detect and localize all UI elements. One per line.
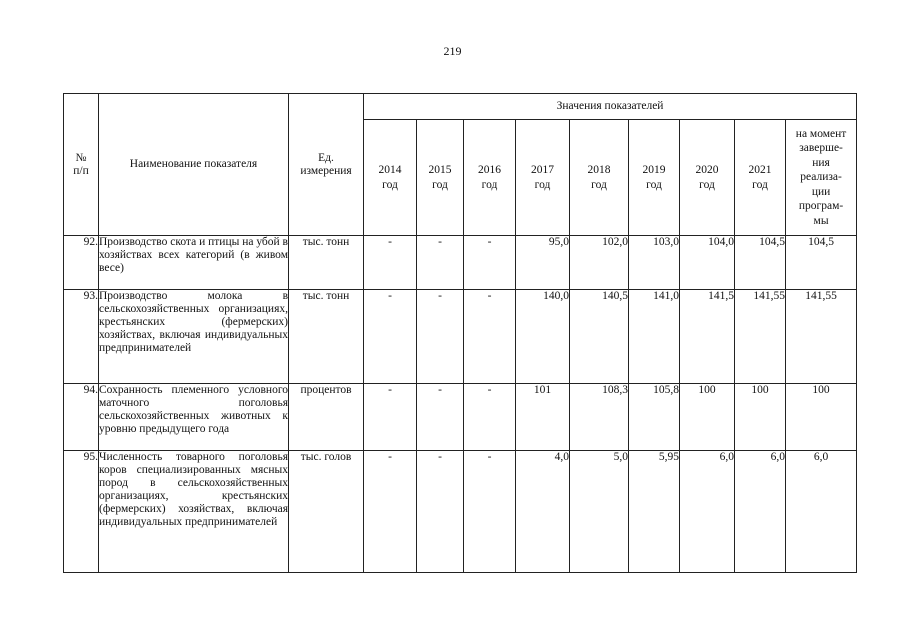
header-row-top bbox=[64, 94, 857, 120]
cell-2015: - bbox=[417, 384, 464, 451]
cell-2019: 103,0 bbox=[629, 236, 680, 290]
cell-2018: 140,5 bbox=[570, 290, 629, 384]
cell-final: 104,5 bbox=[786, 236, 857, 290]
row-num: 93. bbox=[64, 290, 99, 384]
row-unit: тыс. голов bbox=[289, 451, 364, 573]
cell-2014: - bbox=[364, 451, 417, 573]
cell-2020: 104,0 bbox=[680, 236, 735, 290]
cell-2020: 141,5 bbox=[680, 290, 735, 384]
cell-2018: 102,0 bbox=[570, 236, 629, 290]
row-unit: тыс. тонн bbox=[289, 290, 364, 384]
header-year-2017: 2017 год bbox=[516, 120, 570, 236]
table-row bbox=[64, 236, 857, 290]
cell-2018: 108,3 bbox=[570, 384, 629, 451]
cell-2016: - bbox=[464, 236, 516, 290]
cell-2021: 141,55 bbox=[735, 290, 786, 384]
header-values-group: Значения показателей bbox=[364, 94, 857, 120]
cell-2019: 5,95 bbox=[629, 451, 680, 573]
cell-2020: 100 bbox=[680, 384, 735, 451]
cell-2014: - bbox=[364, 290, 417, 384]
header-year-2016: 2016 год bbox=[464, 120, 516, 236]
cell-2018: 5,0 bbox=[570, 451, 629, 573]
row-name: Численность товарного поголовья коров специализированных мясных пород в сельскохозяйственных организациях, крестьянских (фермерских) хозяйствах, включая индивидуальных предпринимателей bbox=[99, 451, 289, 573]
row-name: Сохранность племенного условного маточного поголовья сельскохозяйственных животных к уровню предыдущего года bbox=[99, 384, 289, 451]
header-name: Наименование показателя bbox=[99, 94, 289, 236]
row-name: Производство скота и птицы на убой в хозяйствах всех категорий (в живом весе) bbox=[99, 236, 289, 290]
header-unit bbox=[289, 94, 364, 236]
cell-final: 100 bbox=[786, 384, 857, 451]
page-number: 219 bbox=[443, 44, 462, 58]
cell-2016: - bbox=[464, 290, 516, 384]
header-num bbox=[64, 94, 99, 236]
header-num-line2: п/п bbox=[73, 164, 89, 177]
header-final: на момент заверше- ния реализа- ции програм- мы bbox=[786, 120, 857, 236]
table-row bbox=[64, 290, 857, 384]
cell-2021: 6,0 bbox=[735, 451, 786, 573]
table-row bbox=[64, 384, 857, 451]
cell-2016: - bbox=[464, 384, 516, 451]
cell-2019: 105,8 bbox=[629, 384, 680, 451]
header-year-2019: 2019 год bbox=[629, 120, 680, 236]
cell-2020: 6,0 bbox=[680, 451, 735, 573]
cell-2021: 100 bbox=[735, 384, 786, 451]
cell-2019: 141,0 bbox=[629, 290, 680, 384]
row-name: Производство молока в сельскохозяйственных организациях, крестьянских (фермерских) хозяйствах, включая индивидуальных предпринимателей bbox=[99, 290, 289, 384]
header-year-2021: 2021 год bbox=[735, 120, 786, 236]
cell-2016: - bbox=[464, 451, 516, 573]
cell-2015: - bbox=[417, 236, 464, 290]
cell-2017: 101 bbox=[516, 384, 570, 451]
cell-final: 6,0 bbox=[786, 451, 857, 573]
header-year-2015: 2015 год bbox=[417, 120, 464, 236]
cell-2017: 140,0 bbox=[516, 290, 570, 384]
cell-2017: 4,0 bbox=[516, 451, 570, 573]
cell-final: 141,55 bbox=[786, 290, 857, 384]
header-unit-line1: Ед. bbox=[318, 151, 334, 164]
header-year-2020: 2020 год bbox=[680, 120, 735, 236]
row-unit: тыс. тонн bbox=[289, 236, 364, 290]
cell-2014: - bbox=[364, 236, 417, 290]
cell-2017: 95,0 bbox=[516, 236, 570, 290]
cell-2015: - bbox=[417, 290, 464, 384]
row-num: 95. bbox=[64, 451, 99, 573]
header-unit-line2: измерения bbox=[300, 164, 352, 177]
cell-2014: - bbox=[364, 384, 417, 451]
cell-2015: - bbox=[417, 451, 464, 573]
row-num: 92. bbox=[64, 236, 99, 290]
header-num-line1: № bbox=[75, 151, 87, 164]
header-year-2018: 2018 год bbox=[570, 120, 629, 236]
table-row bbox=[64, 451, 857, 573]
indicators-table bbox=[63, 93, 857, 573]
row-unit: процентов bbox=[289, 384, 364, 451]
row-num: 94. bbox=[64, 384, 99, 451]
cell-2021: 104,5 bbox=[735, 236, 786, 290]
header-year-2014: 2014 год bbox=[364, 120, 417, 236]
